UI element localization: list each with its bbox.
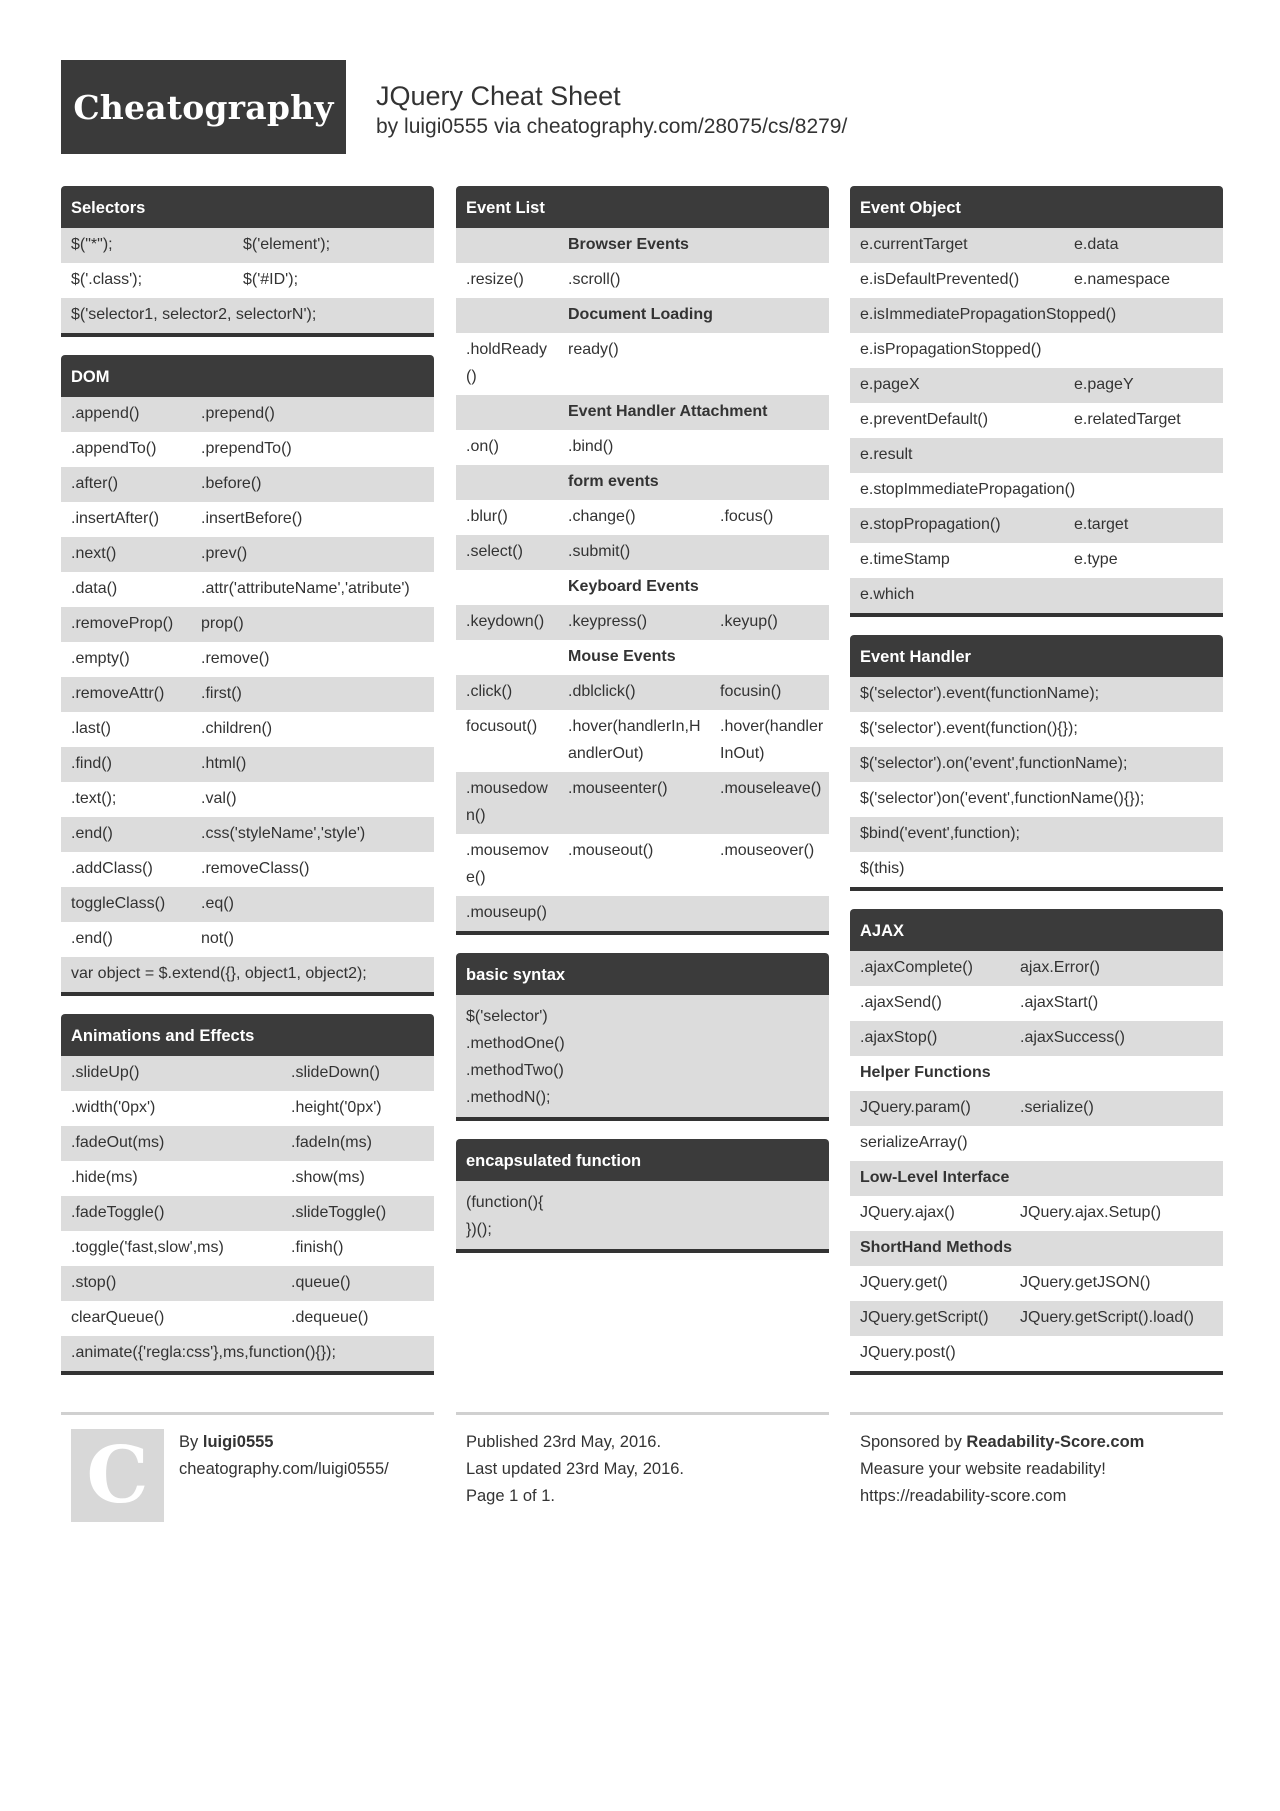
table-cell: .prev() [201,545,248,562]
table-cell: .keypress() [568,613,648,630]
table-cell: e.isDefaultPrevented() [860,271,1020,288]
table-cell: e.isPropagationStopped() [860,341,1042,358]
table-cell: .queue() [291,1274,351,1291]
table-rows [61,1056,434,1371]
sponsored-by-label: Sponsored by [860,1433,962,1451]
table-row [850,228,1223,263]
section-title: Event Object [850,186,1223,228]
section-basic-syntax [456,953,829,1121]
table-cell: var object = $.extend({}, object1, object2); [71,965,367,982]
table-cell [456,301,558,328]
table-cell: .bind() [568,438,614,455]
subtitle-by: by [376,115,399,138]
table-cell: e.pageX [860,376,920,393]
table-cell: JQuery.getScript().load() [1020,1309,1194,1326]
table-row [61,922,434,957]
dates-block [456,1429,829,1510]
table-cell: .keyup() [720,613,778,630]
table-row [456,395,829,430]
cheatography-c-logo [71,1429,164,1522]
table-cell: .slideToggle() [291,1204,387,1221]
table-row [61,782,434,817]
footer-by: By [179,1433,199,1451]
table-cell: e.data [1074,236,1119,253]
table-cell [710,266,829,293]
code-line: (function(){ [466,1194,544,1211]
table-row [61,1336,434,1371]
table-cell [558,899,710,926]
section-title: Event List [456,186,829,228]
section-title: DOM [61,355,434,397]
table-row [850,368,1223,403]
table-row [456,570,829,605]
sub-header: Keyboard Events [568,578,699,595]
table-cell: .end() [71,930,113,947]
table-cell: .before() [201,475,262,492]
author-block [179,1429,389,1483]
sub-header: Event Handler Attachment [568,403,768,420]
table-cell: .data() [71,580,118,597]
section-title: AJAX [850,909,1223,951]
table-row [850,543,1223,578]
table-cell: $('selector1, selector2, selectorN'); [71,306,317,323]
table-row [456,535,829,570]
sponsor-tagline: Measure your website readability! [860,1460,1106,1478]
logo-text: Cheatography [73,87,334,127]
table-row [61,957,434,992]
section-event-list [456,186,829,935]
table-row [456,640,829,675]
table-row [850,403,1223,438]
table-row [61,1231,434,1266]
table-cell: toggleClass() [71,895,166,912]
table-row [850,1231,1223,1266]
table-row [61,397,434,432]
table-cell: .appendTo() [71,440,157,457]
table-row [61,572,434,607]
table-row [850,1301,1223,1336]
table-row [61,1196,434,1231]
table-cell: .removeProp() [71,615,174,632]
table-cell: .append() [71,405,140,422]
table-rows [61,228,434,333]
table-cell: .next() [71,545,117,562]
table-cell: serializeArray() [860,1134,968,1151]
table-rows [456,228,829,931]
table-cell: e.which [860,586,915,603]
section-dom [61,355,434,996]
table-cell: e.type [1074,551,1118,568]
table-row [456,675,829,710]
code-line: .methodOne() [466,1035,565,1052]
sponsor-url[interactable]: https://readability-score.com [860,1487,1067,1505]
section-title: Selectors [61,186,434,228]
table-cell [710,538,829,565]
table-cell: .focus() [720,508,774,525]
table-cell: .mouseout() [568,842,654,859]
table-row [61,642,434,677]
table-cell: .prepend() [201,405,275,422]
table-cell: .removeClass() [201,860,310,877]
table-row [61,1091,434,1126]
section-animations [61,1014,434,1375]
table-cell: not() [201,930,234,947]
table-cell: $(this) [860,860,905,877]
table-cell: .fadeOut(ms) [71,1134,165,1151]
table-row [850,473,1223,508]
table-cell: .ajaxStop() [860,1029,938,1046]
table-cell: .mouseover() [720,842,815,859]
column-3 [850,186,1223,1393]
table-cell: .stop() [71,1274,117,1291]
cheatography-logo[interactable] [61,60,346,154]
table-row [61,228,434,263]
table-row [850,333,1223,368]
table-cell: .css('styleName','style') [201,825,366,842]
column-2 [456,186,829,1271]
table-row [61,432,434,467]
table-cell: .click() [466,683,513,700]
table-cell: e.pageY [1074,376,1134,393]
section-title: Animations and Effects [61,1014,434,1056]
section-encapsulated-function [456,1139,829,1253]
table-cell: .toggle('fast,slow',ms) [71,1239,224,1256]
table-row [456,333,829,395]
table-cell: .mousemove() [466,842,549,886]
table-cell: .insertAfter() [71,510,160,527]
table-row [456,228,829,263]
table-cell: $('selector')on('event',functionName(){}); [860,790,1145,807]
table-rows [850,228,1223,613]
table-cell: .blur() [466,508,508,525]
table-cell: $("*"); [71,236,113,253]
table-rows [61,397,434,992]
table-row [850,986,1223,1021]
table-cell [710,336,829,390]
footer-author-link[interactable]: luigi0555 [202,1433,274,1451]
table-cell: .finish() [291,1239,344,1256]
table-row [61,298,434,333]
table-row [850,263,1223,298]
table-rows [850,951,1223,1371]
table-row [61,852,434,887]
sheet-url-link[interactable]: cheatography.com/28075/cs/8279/ [526,115,848,138]
table-cell: .ajaxSend() [860,994,942,1011]
page-number: Page 1 of 1. [466,1487,555,1505]
table-row [850,782,1223,817]
sponsor-block [850,1429,1223,1510]
table-cell: JQuery.ajax.Setup() [1020,1204,1162,1221]
table-cell: e.stopImmediatePropagation() [860,481,1076,498]
title-block [376,80,847,142]
table-cell: .after() [71,475,119,492]
table-cell: $('selector').on('event',functionName); [860,755,1128,772]
table-cell: .find() [71,755,112,772]
table-row [61,607,434,642]
table-row [850,712,1223,747]
updated-date: Last updated 23rd May, 2016. [466,1460,685,1478]
sub-header: Document Loading [568,306,713,323]
published-date: Published 23rd May, 2016. [466,1433,662,1451]
section-title: encapsulated function [456,1139,829,1181]
table-row [850,747,1223,782]
sub-header: Low-Level Interface [860,1169,1010,1186]
table-cell: .show(ms) [291,1169,365,1186]
footer-dates [456,1412,829,1522]
table-cell: $('.class'); [71,271,143,288]
table-cell: JQuery.ajax() [860,1204,955,1221]
table-cell: focusin() [720,683,782,700]
table-cell: e.namespace [1074,271,1171,288]
table-cell: ajax.Error() [1020,959,1101,976]
table-rows [850,677,1223,887]
table-cell: .fadeIn(ms) [291,1134,372,1151]
table-row [456,772,829,834]
table-cell: ready() [568,341,619,358]
table-cell: e.timeStamp [860,551,950,568]
table-cell: clearQueue() [71,1309,165,1326]
table-cell: .on() [466,438,499,455]
table-cell [456,643,558,670]
table-cell: .height('0px') [291,1099,382,1116]
table-cell: e.stopPropagation() [860,516,1001,533]
table-cell: .addClass() [71,860,153,877]
table-row [61,747,434,782]
table-row [850,1196,1223,1231]
table-cell [456,231,558,258]
sub-header: Browser Events [568,236,689,253]
section-title: basic syntax [456,953,829,995]
table-cell: $('selector').event(function(){}); [860,720,1078,737]
table-cell: .ajaxComplete() [860,959,973,976]
footer-author-url[interactable]: cheatography.com/luigi0555/ [179,1460,389,1478]
table-cell: .html() [201,755,247,772]
table-cell: .serialize() [1020,1099,1094,1116]
table-cell: .hover(handlerInOut) [720,718,824,762]
table-cell: .dblclick() [568,683,636,700]
page-title: JQuery Cheat Sheet [376,81,621,111]
table-row [61,537,434,572]
table-row [61,467,434,502]
table-cell: .last() [71,720,111,737]
table-cell: e.target [1074,516,1129,533]
table-row [850,1126,1223,1161]
page-header [61,60,1217,156]
code-line: .methodN(); [466,1089,551,1106]
table-cell [710,899,829,926]
table-cell: JQuery.getScript() [860,1309,989,1326]
table-cell: .scroll() [568,271,621,288]
code-line: })(); [466,1221,492,1238]
table-cell: .attr('attributeName','atribute') [201,580,410,597]
column-1 [61,186,434,1393]
section-ajax [850,909,1223,1375]
table-cell: .slideDown() [291,1064,380,1081]
author-link[interactable]: luigi0555 [404,115,489,138]
table-cell: .children() [201,720,273,737]
footer-sponsor [850,1412,1223,1522]
table-cell: .val() [201,790,237,807]
table-row [61,677,434,712]
table-cell: .mouseup() [466,904,547,921]
table-row [456,263,829,298]
table-cell: .removeAttr() [71,685,165,702]
table-row [456,605,829,640]
table-cell: e.isImmediatePropagationStopped() [860,306,1117,323]
table-cell: .keydown() [466,613,545,630]
table-cell: .first() [201,685,242,702]
table-row [456,465,829,500]
c-logo-letter: C [86,1429,149,1521]
table-row [61,502,434,537]
table-cell: $('#ID'); [243,271,299,288]
table-row [850,852,1223,887]
footer-author [61,1412,434,1522]
table-row [61,712,434,747]
table-cell: .mouseenter() [568,780,668,797]
table-row [850,508,1223,543]
section-event-handler [850,635,1223,891]
table-row [850,578,1223,613]
table-cell: .mousedown() [466,780,548,824]
table-row [456,500,829,535]
table-cell: e.preventDefault() [860,411,989,428]
table-cell: .change() [568,508,636,525]
table-cell: $bind('event',function); [860,825,1020,842]
section-event-object [850,186,1223,617]
table-row [61,817,434,852]
table-cell: .resize() [466,271,524,288]
table-row [850,438,1223,473]
table-cell: e.currentTarget [860,236,968,253]
table-row [456,710,829,772]
code-line: $('selector') [466,1008,548,1025]
table-cell: .fadeToggle() [71,1204,165,1221]
table-cell: .animate({'regla:css'},ms,function(){}); [71,1344,336,1361]
table-cell: .end() [71,825,113,842]
table-cell: .submit() [568,543,631,560]
table-cell: .empty() [71,650,130,667]
table-cell: JQuery.getJSON() [1020,1274,1151,1291]
sub-header: Mouse Events [568,648,676,665]
section-selectors [61,186,434,337]
code-block [456,1181,829,1249]
table-row [456,896,829,931]
table-row [61,1266,434,1301]
table-cell: JQuery.get() [860,1274,948,1291]
table-cell: e.relatedTarget [1074,411,1181,428]
table-row [850,1336,1223,1371]
table-cell [456,468,558,495]
table-cell: .dequeue() [291,1309,369,1326]
table-row [850,1091,1223,1126]
table-row [850,1021,1223,1056]
table-row [61,887,434,922]
table-row [850,951,1223,986]
sponsor-link[interactable]: Readability-Score.com [966,1433,1145,1451]
table-row [456,298,829,333]
sub-header: ShortHand Methods [860,1239,1012,1256]
table-cell: $('selector').event(functionName); [860,685,1100,702]
table-cell: .hover(handlerIn,HandlerOut) [568,718,701,762]
code-block [456,995,829,1117]
table-row [61,1126,434,1161]
table-cell [456,398,558,425]
subtitle-via: via [493,115,521,138]
table-cell: .width('0px') [71,1099,156,1116]
code-line: .methodTwo() [466,1062,564,1079]
table-row [850,677,1223,712]
table-cell: .holdReady() [466,341,547,385]
table-cell: .remove() [201,650,270,667]
table-cell [456,573,558,600]
table-row [850,1161,1223,1196]
table-cell: .ajaxStart() [1020,994,1099,1011]
table-row [61,1056,434,1091]
table-row [61,263,434,298]
table-cell: .ajaxSuccess() [1020,1029,1125,1046]
table-cell: .prependTo() [201,440,292,457]
table-row [456,430,829,465]
table-row [850,1056,1223,1091]
table-cell: prop() [201,615,244,632]
table-row [850,298,1223,333]
table-row [61,1161,434,1196]
table-cell: focusout() [466,718,538,735]
table-row [850,817,1223,852]
table-cell: $('element'); [243,236,331,253]
table-cell: .hide(ms) [71,1169,138,1186]
table-cell: e.result [860,446,913,463]
page-subtitle [376,112,847,142]
table-cell: JQuery.param() [860,1099,971,1116]
table-cell: JQuery.post() [860,1344,956,1361]
sub-header: form events [568,473,659,490]
table-cell: .eq() [201,895,234,912]
table-cell: .select() [466,543,523,560]
table-cell: .slideUp() [71,1064,140,1081]
table-row [456,834,829,896]
table-row [850,1266,1223,1301]
table-cell [710,433,829,460]
section-title: Event Handler [850,635,1223,677]
table-cell: .mouseleave() [720,780,822,797]
table-row [61,1301,434,1336]
table-cell: .insertBefore() [201,510,303,527]
sub-header: Helper Functions [860,1064,991,1081]
table-cell: .text(); [71,790,117,807]
